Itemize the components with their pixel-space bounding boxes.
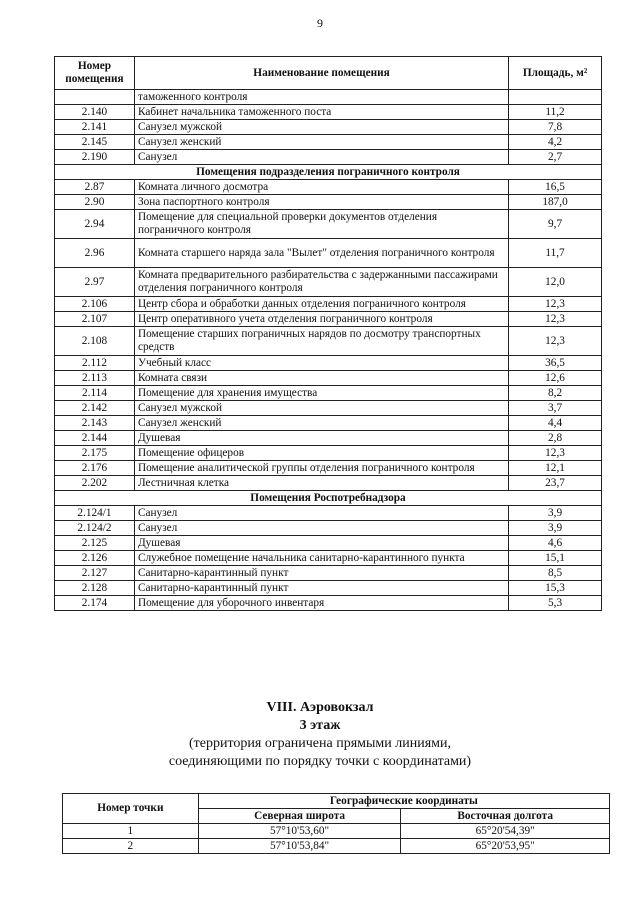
room-name: Санузел: [134, 521, 508, 536]
room-area: 11,2: [509, 105, 602, 120]
table-row: [55, 401, 602, 416]
header-room-name: Наименование помещения: [134, 57, 508, 90]
room-number: 2.90: [55, 195, 135, 210]
table-row: [55, 135, 602, 150]
heading-title: VIII. Аэровокзал: [266, 700, 374, 715]
room-name: Центр сбора и обработки данных отделения пограничного контроля: [134, 297, 508, 312]
room-number: 2.108: [55, 327, 135, 356]
table-row: [55, 596, 602, 611]
page-number: 9: [317, 16, 323, 30]
header-east-longitude: Восточная долгота: [401, 809, 610, 824]
room-name: Лестничная клетка: [134, 476, 508, 491]
room-number: 2.107: [55, 312, 135, 327]
room-name: Санитарно-карантинный пункт: [134, 566, 508, 581]
table-row: [55, 551, 602, 566]
room-area: 15,1: [509, 551, 602, 566]
room-area: 11,7: [509, 239, 602, 268]
room-number: 2.142: [55, 401, 135, 416]
room-area: 12,6: [509, 371, 602, 386]
room-name: Помещение аналитической группы отделения пограничного контроля: [134, 461, 508, 476]
room-name: Помещение для уборочного инвентаря: [134, 596, 508, 611]
room-name: Комната старшего наряда зала "Вылет" отделения пограничного контроля: [134, 239, 508, 268]
table-row: [55, 506, 602, 521]
room-number: 2.126: [55, 551, 135, 566]
room-area: 5,3: [509, 596, 602, 611]
coordinates-table: [62, 793, 610, 854]
table-header-row: [55, 57, 602, 90]
table-row: [55, 416, 602, 431]
table-row: [55, 150, 602, 165]
room-name: Помещение офицеров: [134, 446, 508, 461]
room-number: 2.97: [55, 268, 135, 297]
room-name: Санузел: [134, 506, 508, 521]
room-name: Учебный класс: [134, 356, 508, 371]
room-number: 2.125: [55, 536, 135, 551]
table-row: [55, 210, 602, 239]
room-area: 12,3: [509, 297, 602, 312]
point-number: 1: [63, 824, 199, 839]
room-area: 2,8: [509, 431, 602, 446]
coords-header-row-1: [63, 794, 610, 809]
north-latitude: 57°10'53,60": [198, 824, 401, 839]
table-row: [55, 195, 602, 210]
room-name: Душевая: [134, 536, 508, 551]
room-name: Санитарно-карантинный пункт: [134, 581, 508, 596]
room-area: 7,8: [509, 120, 602, 135]
table-row: [55, 327, 602, 356]
room-number: 2.96: [55, 239, 135, 268]
heading-desc-line1: (территория ограничена прямыми линиями,: [188, 736, 452, 751]
room-name: Санузел женский: [134, 135, 508, 150]
room-area: 12,3: [509, 327, 602, 356]
room-number: 2.94: [55, 210, 135, 239]
room-name: Кабинет начальника таможенного поста: [134, 105, 508, 120]
room-number: 2.112: [55, 356, 135, 371]
room-number: 2.113: [55, 371, 135, 386]
room-area: 2,7: [509, 150, 602, 165]
room-area: 3,7: [509, 401, 602, 416]
table-row: [55, 581, 602, 596]
room-area: [509, 90, 602, 105]
room-name: Комната связи: [134, 371, 508, 386]
room-number: 2.106: [55, 297, 135, 312]
table-row: [55, 431, 602, 446]
section-row: [55, 491, 602, 506]
room-number: 2.144: [55, 431, 135, 446]
room-name: Санузел мужской: [134, 120, 508, 135]
room-number: 2.175: [55, 446, 135, 461]
room-name: Душевая: [134, 431, 508, 446]
table-row: [55, 120, 602, 135]
table-row: [55, 90, 602, 105]
east-longitude: 65°20'54,39": [401, 824, 610, 839]
room-area: 12,3: [509, 446, 602, 461]
room-area: 3,9: [509, 521, 602, 536]
room-number: 2.202: [55, 476, 135, 491]
room-name: Центр оперативного учета отделения пограничного контроля: [134, 312, 508, 327]
header-north-latitude: Северная широта: [198, 809, 401, 824]
room-number: 2.114: [55, 386, 135, 401]
table-row: [55, 521, 602, 536]
room-name: Служебное помещение начальника санитарно-карантинного пункта: [134, 551, 508, 566]
table-row: [55, 566, 602, 581]
room-area: 12,0: [509, 268, 602, 297]
table-row: [55, 297, 602, 312]
room-number: 2.140: [55, 105, 135, 120]
room-area: 12,1: [509, 461, 602, 476]
room-number: 2.124/2: [55, 521, 135, 536]
room-name: Помещение для хранения имущества: [134, 386, 508, 401]
room-number: 2.190: [55, 150, 135, 165]
room-number: 2.145: [55, 135, 135, 150]
room-number: 2.127: [55, 566, 135, 581]
room-area: 4,4: [509, 416, 602, 431]
room-area: 8,5: [509, 566, 602, 581]
room-area: 23,7: [509, 476, 602, 491]
table-row: [55, 461, 602, 476]
table-row: [55, 476, 602, 491]
room-name: Санузел мужской: [134, 401, 508, 416]
room-area: 3,9: [509, 506, 602, 521]
room-area: 12,3: [509, 312, 602, 327]
coords-row: [63, 824, 610, 839]
table-row: [55, 536, 602, 551]
table-row: [55, 239, 602, 268]
room-number: 2.176: [55, 461, 135, 476]
table-row: [55, 180, 602, 195]
header-geo-coordinates: Географические координаты: [198, 794, 609, 809]
coords-row: [63, 839, 610, 854]
room-name: Санузел: [134, 150, 508, 165]
room-number: 2.143: [55, 416, 135, 431]
table-row: [55, 446, 602, 461]
room-number: 2.174: [55, 596, 135, 611]
table-row: [55, 268, 602, 297]
header-point-number: Номер точки: [63, 794, 199, 824]
room-name: таможенного контроля: [134, 90, 508, 105]
room-area: 9,7: [509, 210, 602, 239]
room-number: 2.87: [55, 180, 135, 195]
table-row: [55, 371, 602, 386]
section-row: [55, 165, 602, 180]
room-name: Комната личного досмотра: [134, 180, 508, 195]
room-area: 16,5: [509, 180, 602, 195]
room-area: 36,5: [509, 356, 602, 371]
room-name: Помещение старших пограничных нарядов по досмотру транспортных средств: [134, 327, 508, 356]
room-name: Помещение для специальной проверки документов отделения пограничного контроля: [134, 210, 508, 239]
room-area: 4,2: [509, 135, 602, 150]
rooms-table: [54, 56, 602, 611]
room-area: 187,0: [509, 195, 602, 210]
table-row: [55, 386, 602, 401]
room-number: 2.128: [55, 581, 135, 596]
header-area: Площадь, м²: [509, 57, 602, 90]
room-name: Зона паспортного контроля: [134, 195, 508, 210]
room-number: 2.141: [55, 120, 135, 135]
header-room-number: Номер помещения: [55, 57, 135, 90]
east-longitude: 65°20'53,95": [401, 839, 610, 854]
section-heading: [0, 699, 640, 771]
room-area: 4,6: [509, 536, 602, 551]
room-name: Комната предварительного разбирательства с задержанными пассажирами отделения пограничного контроля: [134, 268, 508, 297]
section-title: Помещения подразделения пограничного контроля: [55, 165, 602, 180]
table-row: [55, 105, 602, 120]
room-number: [55, 90, 135, 105]
point-number: 2: [63, 839, 199, 854]
table-row: [55, 312, 602, 327]
room-area: 15,3: [509, 581, 602, 596]
room-area: 8,2: [509, 386, 602, 401]
section-title: Помещения Роспотребнадзора: [55, 491, 602, 506]
heading-floor: 3 этаж: [299, 718, 341, 733]
room-name: Санузел женский: [134, 416, 508, 431]
room-number: 2.124/1: [55, 506, 135, 521]
table-row: [55, 356, 602, 371]
heading-desc-line2: соединяющими по порядку точки с координатами): [168, 754, 472, 769]
north-latitude: 57°10'53,84": [198, 839, 401, 854]
